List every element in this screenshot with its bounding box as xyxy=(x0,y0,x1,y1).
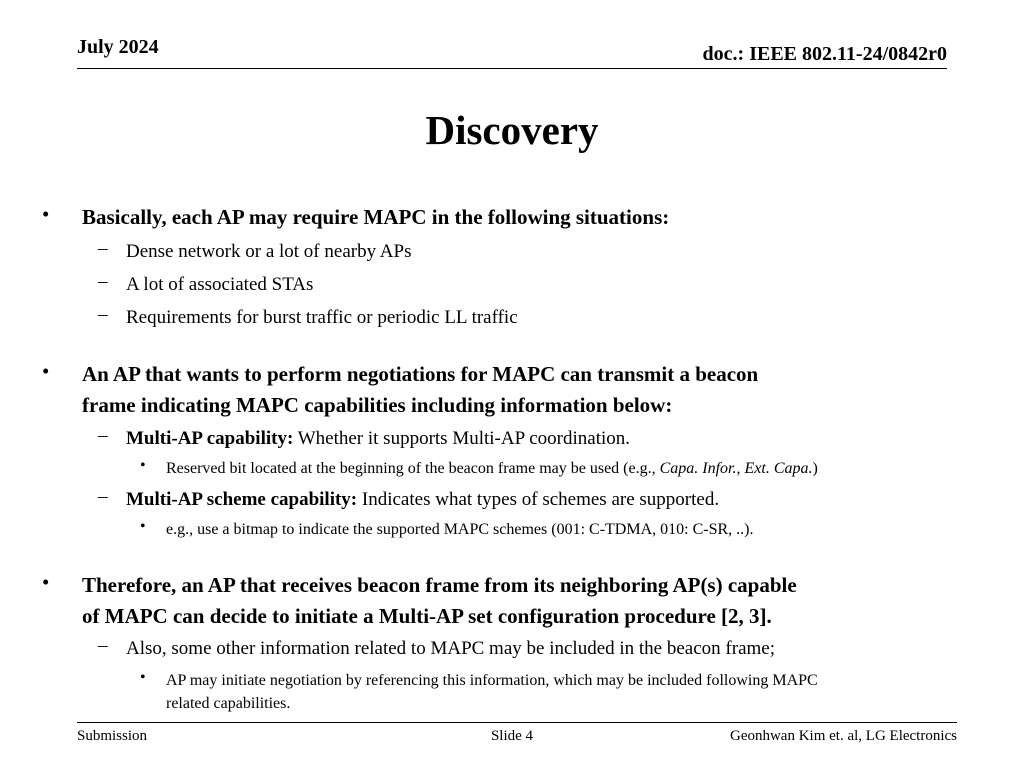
sub-bullet-marker: – xyxy=(98,271,108,292)
sub-sub-bullet-marker: • xyxy=(140,518,146,535)
term-label: Multi-AP scheme capability: xyxy=(126,489,358,510)
footer-slide-number: Slide 4 xyxy=(490,728,534,744)
header-divider xyxy=(77,68,947,69)
bullet-2-line-2: frame indicating MAPC capabilities including information below: xyxy=(82,393,673,417)
footer-divider xyxy=(77,722,957,723)
term-description: Whether it supports Multi-AP coordination. xyxy=(293,428,630,449)
bullet-3-line-2: of MAPC can decide to initiate a Multi-AP set configuration procedure [2, 3]. xyxy=(82,604,772,628)
bullet-2-line-1: An AP that wants to perform negotiations for MAPC can transmit a beacon xyxy=(82,362,759,386)
sub-sub-bullet-marker: • xyxy=(140,457,146,474)
bullet-1-sub-2: A lot of associated STAs xyxy=(126,274,314,295)
bullet-marker: • xyxy=(42,202,50,226)
bullet-1-sub-1: Dense network or a lot of nearby APs xyxy=(126,241,412,262)
sub-bullet-marker: – xyxy=(98,635,108,656)
detail-text-end: ) xyxy=(812,460,818,477)
detail-text: Reserved bit located at the beginning of the beacon frame may be used (e.g., xyxy=(166,460,660,477)
term-description: Indicates what types of schemes are supported. xyxy=(357,489,720,510)
bullet-2-sub-1 xyxy=(126,425,966,453)
bullet-1-sub-3: Requirements for burst traffic or periodic LL traffic xyxy=(126,307,518,328)
bullet-1-text: Basically, each AP may require MAPC in the following situations: xyxy=(82,205,670,229)
footer-author: Geonhwan Kim et. al, LG Electronics xyxy=(729,728,957,744)
separator: , xyxy=(736,460,745,477)
bullet-3-line-1: Therefore, an AP that receives beacon frame from its neighboring AP(s) capable xyxy=(82,573,797,597)
sub-sub-bullet-marker: • xyxy=(140,669,146,686)
sub-bullet-marker: – xyxy=(98,238,108,259)
bullet-3-sub-1: Also, some other information related to MAPC may be included in the beacon frame; xyxy=(126,638,775,659)
term-label: Multi-AP capability: xyxy=(126,428,294,449)
sub-bullet-marker: – xyxy=(98,425,108,446)
bullet-2-sub-2 xyxy=(126,486,966,514)
header-date: July 2024 xyxy=(77,36,159,58)
slide-title: Discovery xyxy=(425,107,599,153)
header-doc-id: doc.: IEEE 802.11-24/0842r0 xyxy=(702,43,947,65)
sub-bullet-marker: – xyxy=(98,486,108,507)
footer-submission: Submission xyxy=(77,728,148,744)
bullet-marker: • xyxy=(42,359,50,383)
field-name: Ext. Capa. xyxy=(744,460,813,477)
sub-bullet-marker: – xyxy=(98,304,108,325)
bullet-2-sub-1-detail xyxy=(166,457,986,480)
bullet-2-sub-2-detail: e.g., use a bitmap to indicate the supported MAPC schemes (001: C-TDMA, 010: C-SR, ..). xyxy=(166,521,754,538)
bullet-3-sub-1-detail-line-2: related capabilities. xyxy=(166,695,291,712)
field-name: Capa. Infor. xyxy=(659,460,737,477)
bullet-marker: • xyxy=(42,570,50,594)
bullet-3-sub-1-detail-line-1: AP may initiate negotiation by referencing this information, which may be included following MAPC xyxy=(166,672,818,689)
